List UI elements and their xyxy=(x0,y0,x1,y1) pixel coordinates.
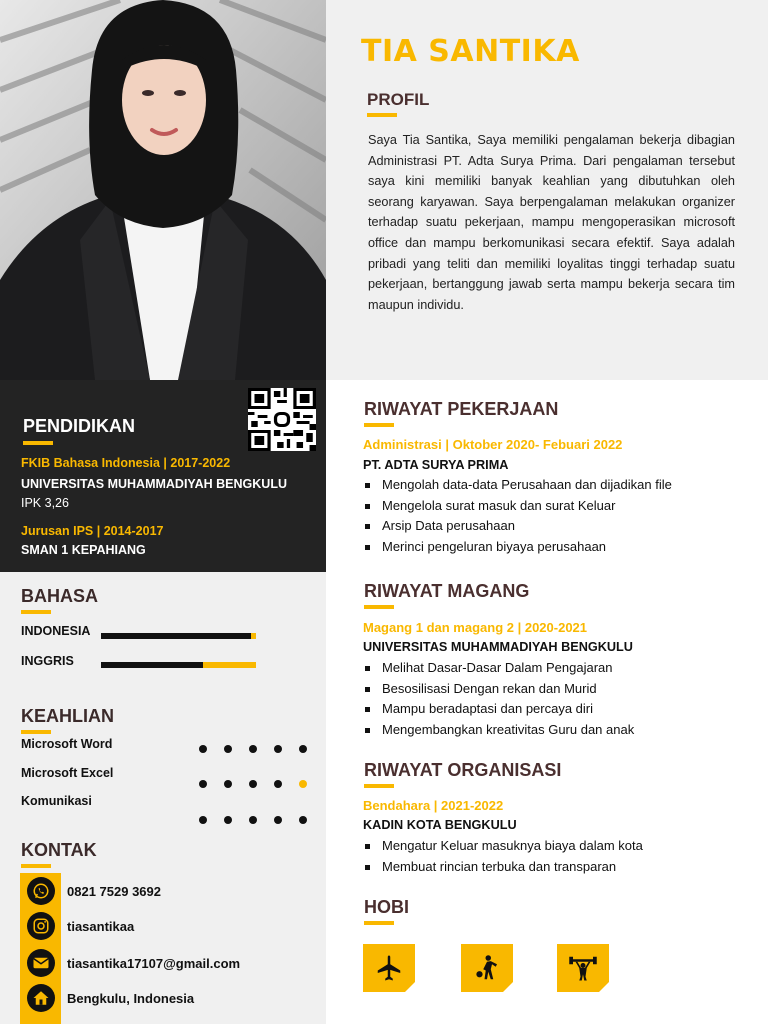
skill-rating-dot xyxy=(274,780,282,788)
skill-label: Komunikasi xyxy=(21,794,92,808)
section-underline xyxy=(23,441,53,445)
skill-label: Microsoft Word xyxy=(21,737,113,751)
qr-code-icon xyxy=(248,388,316,451)
hobby-basketball xyxy=(461,944,513,992)
organization-role: Bendahara | 2021-2022 xyxy=(363,798,504,813)
internship-organization: UNIVERSITAS MUHAMMADIYAH BENGKULU xyxy=(363,640,633,654)
education-school: UNIVERSITAS MUHAMMADIYAH BENGKULU xyxy=(21,477,287,491)
skill-rating-dot xyxy=(199,816,207,824)
education-school: SMAN 1 KEPAHIANG xyxy=(21,543,146,557)
skill-rating-dot xyxy=(299,780,307,788)
basketball-player-icon xyxy=(472,953,502,983)
skill-rating-dot xyxy=(224,816,232,824)
section-title-hobi: HOBI xyxy=(364,897,409,917)
contact-address: Bengkulu, Indonesia xyxy=(67,991,195,1006)
section-title-magang: RIWAYAT MAGANG xyxy=(364,581,530,601)
instagram-icon xyxy=(27,912,55,940)
education-period: Jurusan IPS | 2014-2017 xyxy=(21,524,164,538)
section-underline xyxy=(364,423,394,427)
internship-role: Magang 1 dan magang 2 | 2020-2021 xyxy=(363,620,588,635)
list-item: Mengatur Keluar masuknya biaya dalam kota xyxy=(363,836,753,857)
contact-instagram: tiasantikaa xyxy=(67,919,135,934)
email-icon xyxy=(27,949,55,977)
section-title-organisasi: RIWAYAT ORGANISASI xyxy=(364,760,562,780)
skill-rating-dot xyxy=(224,780,232,788)
internship-duties xyxy=(363,658,753,740)
section-title-pekerjaan: RIWAYAT PEKERJAAN xyxy=(364,399,559,419)
full-name: TIA SANTIKA xyxy=(361,34,580,69)
list-item: Mengolah data-data Perusahaan dan dijadikan file xyxy=(363,475,753,496)
section-title-pendidikan: PENDIDIKAN xyxy=(23,416,136,436)
hobby-travel xyxy=(363,944,415,992)
hobby-fitness xyxy=(557,944,609,992)
skill-rating-dot xyxy=(299,816,307,824)
language-bar-fill xyxy=(101,662,203,668)
contact-phone: 0821 7529 3692 xyxy=(67,884,161,899)
list-item: Besosilisasi Dengan rekan dan Murid xyxy=(363,679,753,700)
list-item: Melihat Dasar-Dasar Dalam Pengajaran xyxy=(363,658,753,679)
airplane-icon xyxy=(374,953,404,983)
organization-name: KADIN KOTA BENGKULU xyxy=(363,818,517,832)
section-title-bahasa: BAHASA xyxy=(21,586,99,606)
organization-duties xyxy=(363,836,753,877)
job-organization: PT. ADTA SURYA PRIMA xyxy=(363,458,509,472)
section-title-profil: PROFIL xyxy=(367,90,430,109)
profile-summary: Saya Tia Santika, Saya memiliki pengalaman bekerja dibagian Administrasi PT. Adta Surya Prima. Dari pengalaman tersebut saya kini memiliki banyak keahlian yang dibutuhkan oleh seorang karyawan. Saya berpengalaman melakukan organizer terhadap suatu pekerjaan, mampu mengoperasikan microsoft office dan mampu berkomunikasi secara efektif. Saya adalah pribadi yang teliti dan memiliki loyalitas tinggi terhadap suatu pekerjaan, bertanggung jawab serta mampu bekerja secara tim maupun individu. xyxy=(368,133,735,312)
qr-code xyxy=(248,388,316,451)
section-underline xyxy=(367,113,397,117)
profile-photo-illustration xyxy=(0,0,326,380)
section-underline xyxy=(364,605,394,609)
education-detail: IPK 3,26 xyxy=(21,496,69,510)
section-title-keahlian: KEAHLIAN xyxy=(21,706,114,726)
skill-rating-dot xyxy=(249,745,257,753)
section-underline xyxy=(21,864,51,868)
list-item: Mengembangkan kreativitas Guru dan anak xyxy=(363,720,753,741)
skill-rating-dot xyxy=(199,745,207,753)
section-underline xyxy=(21,730,51,734)
list-item: Membuat rincian terbuka dan transparan xyxy=(363,857,753,878)
home-icon xyxy=(27,984,55,1012)
language-label: INDONESIA xyxy=(21,624,91,638)
skill-rating-dot xyxy=(199,780,207,788)
skill-rating-dot xyxy=(249,780,257,788)
list-item: Arsip Data perusahaan xyxy=(363,516,753,537)
section-underline xyxy=(364,921,394,925)
language-bar-fill xyxy=(101,633,251,639)
contact-email: tiasantika17107@gmail.com xyxy=(67,956,241,971)
list-item: Mengelola surat masuk dan surat Keluar xyxy=(363,496,753,517)
skill-rating-dot xyxy=(274,816,282,824)
weightlifting-icon xyxy=(567,953,599,983)
skill-rating-dot xyxy=(224,745,232,753)
job-duties xyxy=(363,475,753,557)
job-role: Administrasi | Oktober 2020- Febuari 2022 xyxy=(363,437,623,452)
skill-label: Microsoft Excel xyxy=(21,766,114,780)
section-underline xyxy=(21,610,51,614)
section-underline xyxy=(364,784,394,788)
language-label: INGGRIS xyxy=(21,654,74,668)
skill-rating-dot xyxy=(274,745,282,753)
section-title-kontak: KONTAK xyxy=(21,840,97,860)
skill-rating-dot xyxy=(249,816,257,824)
whatsapp-icon xyxy=(27,877,55,905)
skill-rating-dot xyxy=(299,745,307,753)
education-period: FKIB Bahasa Indonesia | 2017-2022 xyxy=(21,456,231,470)
list-item: Mampu beradaptasi dan percaya diri xyxy=(363,699,753,720)
profile-photo xyxy=(0,0,326,380)
list-item: Merinci pengeluran biyaya perusahaan xyxy=(363,537,753,558)
